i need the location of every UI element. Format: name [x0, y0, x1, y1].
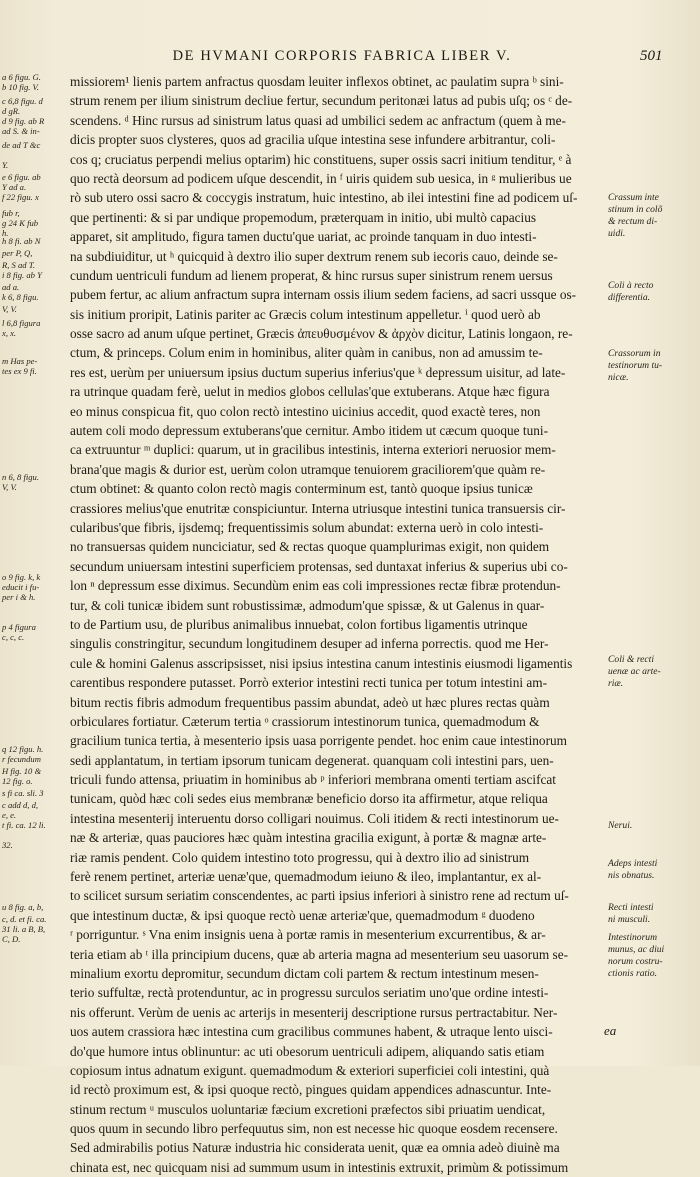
right-margin-note: Intestinorum	[608, 932, 658, 943]
left-margin-note: 32.	[2, 840, 13, 850]
text-line: minalium exortu depromitur, secundum dictam coli partem & rectum intestinum mesen-	[70, 965, 539, 981]
text-line: Sed admirabilis potius Naturæ industria hic considerata uenit, quæ ea omnia adeò diuinè ma	[70, 1140, 560, 1156]
left-margin-note: educit i fu-	[2, 582, 40, 592]
text-line: apparet, sit amplitudo, figura tamen ductu'que uariat, ac proinde tanquam in duo intesti-	[70, 229, 537, 245]
text-line: gracilium tunica tertia, à mesenterio ipsis uasa porrigente pendet. hoc enim caue intestinorum	[70, 733, 567, 749]
text-line: singulis constringitur, secundum longitudinem desuper ad inferna porrectis. quod me Her-	[70, 636, 549, 652]
left-margin-note: R, S ad T.	[2, 260, 36, 270]
text-line: rò sub utero ossi sacro & coccygis instratum, huic intestino, ab ilei intestini fine ad podicem uſ-	[70, 190, 578, 206]
left-margin-note: d gR.	[2, 106, 21, 116]
left-margin-note: c, d. et fi. ca.	[2, 914, 47, 924]
left-margin-note: per i & h.	[2, 592, 36, 602]
right-margin-note: uenæ ac arte-	[608, 666, 661, 677]
right-margin-note: Coli & recti	[608, 654, 655, 665]
text-line: to scilicet sursum seriatim conscendentes, ac parti ipsius inferiori à sinistro rene ad rectum uſ-	[70, 888, 569, 904]
text-line: osse sacro ad anum uſque pertinet, Græcis ἀπευθυσμένον & ἀρχὸν dicitur, Latinis longaon, re-	[70, 326, 573, 342]
left-margin-note: l 6,8 figura	[2, 318, 41, 328]
text-line: to de Partium usu, de pluribus animalibus innuebat, colon fortibus ligamentis utrinque	[70, 616, 528, 632]
right-margin-note: Nerui.	[608, 820, 633, 831]
left-margin-note: Y ad a.	[2, 182, 27, 192]
text-line: cundum uentriculi fundum ad lienem properat, & hinc rursus super sinistrum renem uersus	[70, 267, 553, 283]
left-margin-note: tes ex 9 fi.	[2, 366, 37, 376]
text-line: ferè renem pertinet, arteriæ uenæ'que, quemadmodum ieiuno & ileo, implantantur, ex al-	[70, 869, 542, 885]
text-line: quo rectà deorsum ad podicem uſque descendit, in ᶠ uiris quidem sub uesica, in ᵍ mulieribus ue	[70, 170, 572, 186]
text-line: nis offerunt. Verùm de uenis ac arterijs in mesenterij descriptione rursus pertractabitur. Ner-	[70, 1004, 558, 1020]
left-margin-note: c, c, c.	[2, 632, 25, 642]
text-line: uos autem crassiora hæc intestina cum gracilibus communes habent, & utraque lento uisci-	[70, 1024, 553, 1040]
text-line: secundum uniuersam intestini superficiem protensas, sed duntaxat inferius & superius ubi co-	[70, 558, 568, 574]
left-margin-note: h.	[2, 228, 9, 238]
right-margin-note: Coli à recto	[608, 280, 654, 291]
right-margin-note: Recti intesti	[608, 902, 654, 913]
text-line: stinum rectum ᵘ musculos uoluntariæ fæcium excretioni præfectos sibi priuatim uendicat,	[70, 1101, 546, 1117]
text-line: næ & arteriæ, quas pauciores hæc quàm intestina gracilia exigunt, à portæ & magnæ arte-	[70, 830, 547, 846]
left-margin-note: Y.	[2, 160, 9, 170]
text-line: ca extruuntur ᵐ duplici: quarum, ut in gracilibus intestinis, interna exteriori neruosior mem-	[70, 442, 556, 458]
text-line: lon ⁿ depressum esse diximus. Secundùm enim eas coli impressiones rectæ fibræ protendun-	[70, 578, 561, 594]
right-margin-note: uidi.	[608, 228, 626, 239]
left-margin-note: i 8 fig. ab Y	[2, 270, 42, 280]
right-margin-note: Adeps intesti	[608, 858, 658, 869]
text-line: carentibus respondere putasset. Porrò exterior intestini recti tunica per totum intestini am-	[70, 675, 548, 691]
text-line: pubem fertur, ac alium anfractum supra internam ossis ilium sedem faciens, ad sacri ussque os-	[70, 287, 577, 303]
left-margin-note: n 6, 8 figu.	[2, 472, 40, 482]
text-line: terio suffultæ, rectà protenduntur, ac in progressu surculos seriatim uno'que ordine intesti-	[70, 985, 549, 1001]
left-margin-note: ad S. & in-	[2, 126, 40, 136]
text-line: res est, uerùm per uniuersum ipsius ductum superius inferius'que ᵏ depressum uisitur, ad late-	[70, 364, 566, 380]
text-line: missiorem¹ lienis partem anfractus quosdam leuiter inflexos obtinet, ac paulatim supra ᵇ sini-	[70, 74, 564, 89]
left-margin-note: H fig. 10 &	[2, 766, 42, 776]
running-head: DE HVMANI CORPORIS FABRICA LIBER V.	[172, 48, 512, 64]
text-line: eo minus conspicua fit, quo colon rectò intestino uicinius accedit, quod exactè teres, non	[70, 403, 541, 419]
text-line: tur, & coli tunicæ ibidem sunt robustissimæ, admodum'que spissæ, & ut Galenus in quar-	[70, 597, 545, 613]
right-margin-note: norum costru-	[608, 956, 663, 967]
left-margin-note: 12 fig. o.	[2, 776, 33, 786]
right-margin-note: differentia.	[608, 292, 651, 303]
text-line: copiosum intus adnatum exigunt. quemadmodum & exteriori superficiei coli intestini, quà	[70, 1062, 550, 1078]
text-line: brana'que magis & durior est, uerùm colon utramque tenuiorem graciliorem'que quàm re-	[70, 461, 546, 477]
text-line: strum renem per ilium sinistrum decliue fertur, secundum peritonæi latus ad pubis uſq; os ᶜ de-	[70, 93, 573, 109]
right-margin-note: ni musculi.	[608, 914, 651, 925]
text-line: ʳ porriguntur. ˢ Vna enim insignis uena à portæ ramis in mesenterium excurrentibus, & ar-	[70, 927, 546, 943]
catchword: ea	[604, 1023, 617, 1038]
text-line: scendens. ᵈ Hinc rursus ad sinistrum latus quasi ad umbilici sedem ac anfractum (quem à me-	[70, 112, 566, 128]
text-line: orbiculares fortiatur. Cæterum tertia ᵒ crassiorum intestinorum tunica, quemadmodum &	[70, 713, 540, 729]
text-line: do'que humore intus oblinuntur: ac uti obesorum uentriculi adipem, aliquando satis etiam	[70, 1043, 545, 1059]
text-line: ctum obtinet: & quanto colon rectò magis conterminum est, tantò quoque ipsius tunicæ	[70, 481, 533, 497]
left-margin-note: x, x.	[2, 328, 17, 338]
text-line: sis initium proripit, Latinis pariter ac Græcis colum intestinum appelletur. ⁱ quod uerò ab	[70, 306, 541, 322]
text-line: cos q; cruciatus perpendi melius optarim) hic constituens, super ossis sacri initium tenditur, ᵉ à	[70, 151, 572, 167]
left-margin-note: V, V.	[2, 304, 17, 314]
right-margin-note: stinum in colõ	[608, 204, 663, 215]
right-margin-note: riæ.	[608, 678, 624, 689]
text-line: que intestinum ductæ, & ipsi quoque rectò uenæ arteriæ'que, quemadmodum ᵍ duodeno	[70, 907, 535, 923]
left-margin-note: m Has pe-	[2, 356, 38, 366]
left-margin-note: d 9 fig. ab R	[2, 116, 45, 126]
right-margin-note: Crassorum in	[608, 348, 661, 359]
text-line: autem coli modo depressum extuberans'que cernitur. Ambo itidem ut cæcum quoque tuni-	[70, 423, 549, 439]
left-margin-note: de ad T &c	[2, 140, 41, 150]
text-line: dicis propter suos clysteres, quos ad gracilia uſque intestina sese infundere arbitrantur, coli-	[70, 132, 556, 148]
text-line: tunicam, quòd hæc coli sedes eius membranæ beneficio dorso ita affirmetur, atque reliqua	[70, 791, 548, 807]
left-margin-note: 31 li. a B, B,	[2, 924, 46, 934]
left-margin-note: k 6, 8 figu.	[2, 292, 39, 302]
left-margin-note: c 6,8 figu. d	[2, 96, 43, 106]
right-margin-note: nicæ.	[608, 372, 629, 383]
page-number: 501	[640, 48, 663, 64]
right-margin-note: nis obnatus.	[608, 870, 655, 881]
left-margin-note: e 6 figu. ab	[2, 172, 41, 182]
text-line: no transuersas quidem nunciciatur, sed & rectas quoque quamplurimas exigit, non quidem	[70, 539, 550, 555]
left-margin-note: fub r,	[2, 208, 20, 218]
left-margin-note: p 4 figura	[2, 622, 36, 632]
left-margin-note: r fecundum	[2, 754, 41, 764]
text-line: ra utrinque quadam ferè, uelut in medios globos cellulas'que extuberans. Atque hæc figura	[70, 384, 550, 400]
text-line: chinata est, nec quicquam nisi ad summum usum in intestinis extruxit, primùm & potissimum	[70, 1159, 569, 1175]
left-margin-note: b 10 fig. V.	[2, 82, 39, 92]
left-margin-note: f 22 figu. x	[2, 192, 39, 202]
text-line: teria etiam ab ᵗ illa principium ducens, quæ ab arteria magna ad mesenterium seu uasorum se-	[70, 946, 569, 962]
left-margin-note: c add d, d,	[2, 800, 39, 810]
left-margin-note: s fi ca. sli. 3	[2, 788, 44, 798]
right-margin-note: & rectum di-	[608, 216, 658, 227]
text-line: sedi applantatum, in tertiam ipsorum tunicam degenerat. quanquam coli intestini pars, uen-	[70, 752, 554, 768]
text-line: quos quum in secundo libro perfequutus sim, non est necesse hic quoque eosdem recensere.	[70, 1121, 558, 1137]
text-line: na subdiuiditur, ut ʰ quicquid à dextro ilio super dextrum renem sub iecoris cauo, deinde se-	[70, 248, 558, 264]
text-line: crassiores melius'que enutritæ conspiciuntur. Interna utriusque intestini tunica transuersis cir-	[70, 500, 566, 516]
text-line: riæ ramis pendent. Colo quidem intestino toto progressu, qui à dextro ilio ad sinistrum	[70, 849, 530, 865]
text-line: id rectò proximum est, & ipsi quoque rectò, pingues quidam appendices adnascuntur. Inte-	[70, 1082, 552, 1098]
left-margin-note: q 12 figu. h.	[2, 744, 44, 754]
text-line: cularibus'que fibris, ijsdemq; frequentissimis solum abundat: externa uerò in colo intesti-	[70, 519, 544, 535]
text-line: ctum, & princeps. Colum enim in hominibus, aliter quàm in canibus, non ad amussim te-	[70, 345, 543, 361]
left-margin-note: V, V.	[2, 482, 17, 492]
left-margin-note: a 6 figu. G.	[2, 72, 41, 82]
left-margin-note: per P, Q,	[2, 248, 33, 258]
left-margin-note: e, e.	[2, 810, 17, 820]
right-margin-note: ctionis ratio.	[608, 968, 658, 979]
left-margin-note: h 8 fi. ab N	[2, 236, 41, 246]
left-margin-note: t fi. ca. 12 li.	[2, 820, 46, 830]
left-margin-note: u 8 fig. a, b,	[2, 902, 44, 912]
right-margin-note: Crassum inte	[608, 192, 659, 203]
left-margin-note: ad a.	[2, 282, 20, 292]
text-line: intestina mesenterij interuentu dorso colligari nouimus. Coli itidem & recti intestinorum ue-	[70, 810, 559, 826]
text-line: triculi fundo attensa, priuatim in hominibus ab ᵖ inferiori membrana omenti tertiam ascifcat	[70, 772, 557, 788]
left-margin-note: o 9 fig. k, k	[2, 572, 41, 582]
text-line: cule & homini Galenus asscripsisset, nisi ipsius intestina canum intestinis eiusmodi ligamentis	[70, 655, 573, 671]
right-margin-note: testinorum tu-	[608, 360, 663, 371]
left-margin-note: g 24 K fub	[2, 218, 39, 228]
page-header	[0, 48, 700, 70]
text-line: que pertinenti: & si par undique propemodum, præterquam in initio, ubi multò capacius	[70, 209, 537, 225]
left-margin-note: C, D.	[2, 934, 21, 944]
text-line: bitum rectis fibris admodum frequentibus passim abundat, adeò ut hæc plures rectas quàm	[70, 694, 550, 710]
main-text-column	[70, 72, 600, 1177]
right-margin-note: munus, ac diui	[608, 944, 665, 955]
